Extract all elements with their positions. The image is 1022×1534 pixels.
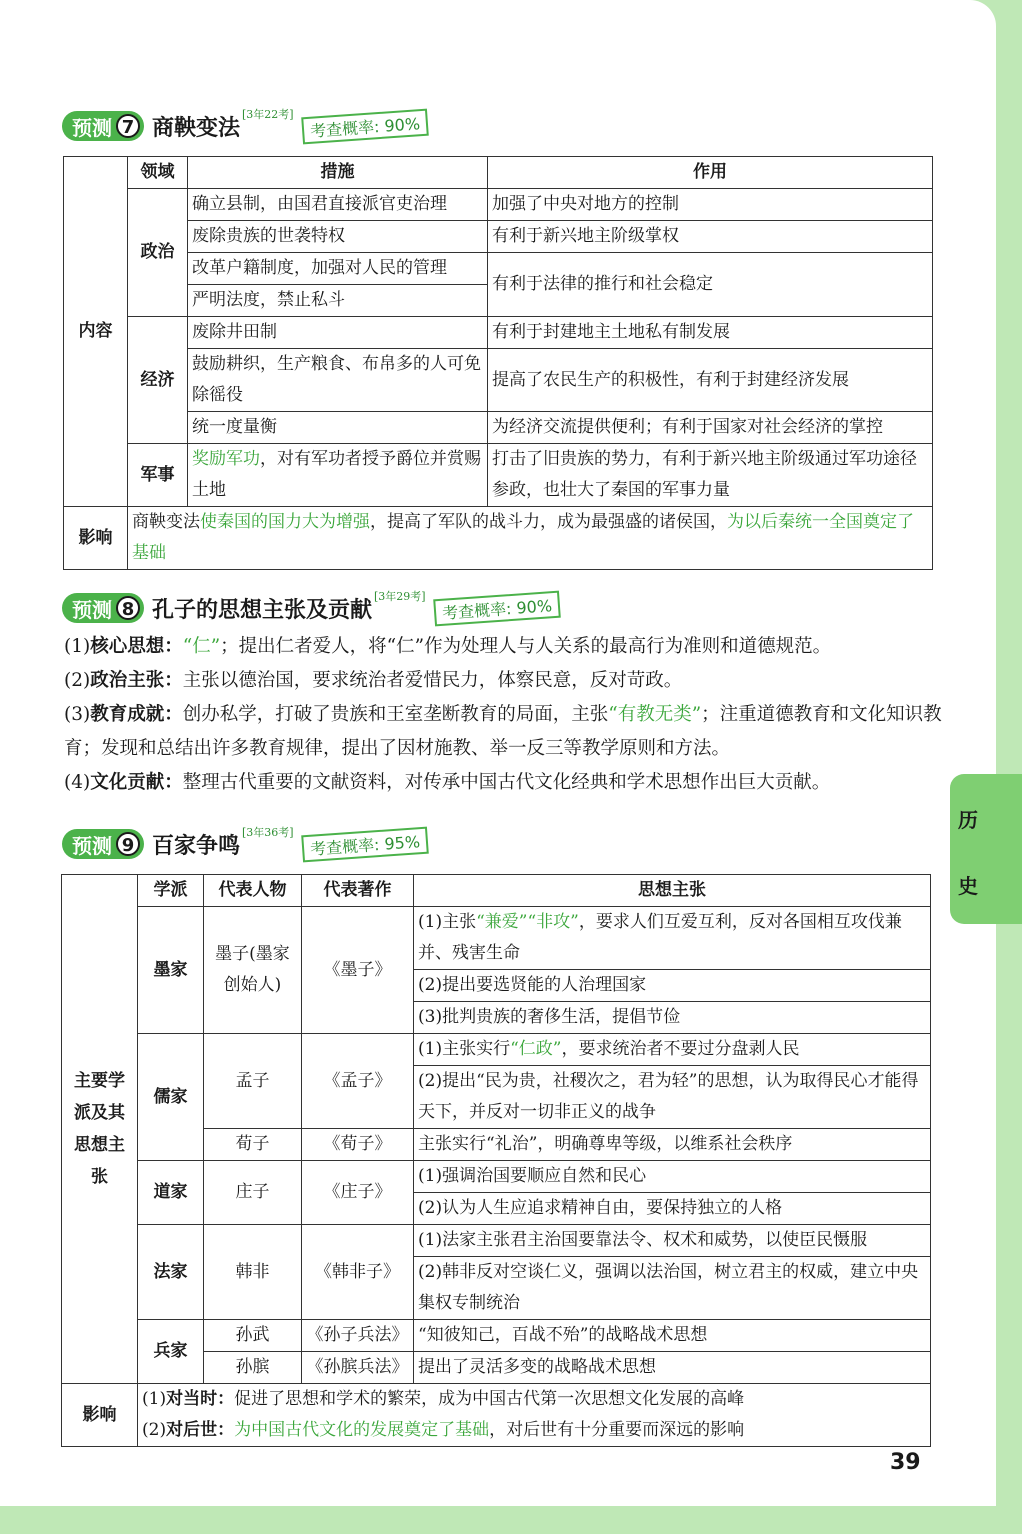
person-cell: 墨子(墨家创始人) xyxy=(204,907,302,1034)
confucius-points xyxy=(64,630,944,800)
person-cell: 庄子 xyxy=(204,1161,302,1225)
idea-cell: (1)主张“兼爱”“非攻”，要求人们互爱互利，反对各国相互攻伐兼并、残害生命 xyxy=(414,907,931,970)
work-cell: 《庄子》 xyxy=(302,1161,414,1225)
measure-cell: 统一度量衡 xyxy=(188,412,488,444)
page-number: 39 xyxy=(890,1450,921,1475)
idea-cell: (3)批判贵族的奢侈生活，提倡节俭 xyxy=(414,1002,931,1034)
table-row xyxy=(62,1034,931,1066)
measure-cell: 鼓励耕织，生产粮食、布帛多的人可免除徭役 xyxy=(188,349,488,412)
person-cell: 韩非 xyxy=(204,1225,302,1320)
school-taoism: 道家 xyxy=(138,1161,204,1225)
prediction-tag: 预测 7 xyxy=(62,111,144,141)
table-row xyxy=(64,349,933,412)
influence-row xyxy=(64,507,933,570)
effect-cell: 为经济交流提供便利；有利于国家对社会经济的掌控 xyxy=(488,412,933,444)
point-politics: (2)政治主张：主张以德治国，要求统治者爱惜民力，体察民意，反对苛政。 xyxy=(64,670,683,691)
idea-cell: “知彼知己，百战不殆”的战略战术思想 xyxy=(414,1320,931,1352)
section-9-header xyxy=(62,824,428,864)
school-confucianism: 儒家 xyxy=(138,1034,204,1161)
idea-cell: (1)强调治国要顺应自然和民心 xyxy=(414,1161,931,1193)
military-label: 军事 xyxy=(128,444,188,507)
section-title: 商鞅变法 xyxy=(152,115,241,141)
table-row xyxy=(64,253,933,285)
point-culture: (4)文化贡献：整理古代重要的文献资料，对传承中国古代文化经典和学术思想作出巨大贡献。 xyxy=(64,772,831,793)
point-core: (1)核心思想：“仁”；提出仁者爱人，将“仁”作为处理人与人关系的最高行为准则和道德规范。 xyxy=(64,636,832,657)
school-mohism: 墨家 xyxy=(138,907,204,1034)
hundred-schools-table xyxy=(61,874,931,1447)
exam-count: [3年22考] xyxy=(242,108,294,121)
idea-cell: (2)提出要选贤能的人治理国家 xyxy=(414,970,931,1002)
header-school: 学派 xyxy=(138,875,204,907)
work-cell: 《荀子》 xyxy=(302,1129,414,1161)
side-tab-char: 历 xyxy=(958,808,978,832)
person-cell: 孟子 xyxy=(204,1034,302,1129)
measure-cell: 严明法度，禁止私斗 xyxy=(188,285,488,317)
person-cell: 孙武 xyxy=(204,1320,302,1352)
influence-row xyxy=(62,1384,931,1447)
table-row xyxy=(64,412,933,444)
section-title: 百家争鸣 xyxy=(152,833,241,859)
table-header-row xyxy=(62,875,931,907)
effect-cell: 有利于新兴地主阶级掌权 xyxy=(488,221,933,253)
effect-cell: 有利于法律的推行和社会稳定 xyxy=(488,253,933,317)
probability-stamp: 考查概率: 90% xyxy=(433,590,561,626)
idea-cell: (2)韩非反对空谈仁义，强调以法治国，树立君主的权威，建立中央集权专制统治 xyxy=(414,1257,931,1320)
measure-cell: 奖励军功，对有军功者授予爵位并赏赐土地 xyxy=(188,444,488,507)
content-label: 内容 xyxy=(64,157,128,507)
table-row xyxy=(64,189,933,221)
table-row xyxy=(62,1225,931,1257)
table-row xyxy=(64,317,933,349)
header-idea: 思想主张 xyxy=(414,875,931,907)
influence-label: 影响 xyxy=(64,507,128,570)
point-education: (3)教育成就：创办私学，打破了贵族和王室垄断教育的局面，主张“有教无类”；注重道德教育和文化知识教育；发现和总结出许多教育规律，提出了因材施教、举一反三等教学原则和方法。 xyxy=(64,704,942,759)
idea-cell: 提出了灵活多变的战略战术思想 xyxy=(414,1352,931,1384)
section-8-header xyxy=(62,588,560,628)
person-cell: 荀子 xyxy=(204,1129,302,1161)
header-field: 领域 xyxy=(128,157,188,189)
economy-label: 经济 xyxy=(128,317,188,444)
influence-label: 影响 xyxy=(62,1384,138,1447)
work-cell: 《墨子》 xyxy=(302,907,414,1034)
side-tab-char: 史 xyxy=(958,874,978,898)
idea-cell: (2)认为人生应追求精神自由，要保持独立的人格 xyxy=(414,1193,931,1225)
school-military: 兵家 xyxy=(138,1320,204,1384)
table-row xyxy=(62,1161,931,1193)
header-work: 代表著作 xyxy=(302,875,414,907)
table-header-row xyxy=(64,157,933,189)
section-title: 孔子的思想主张及贡献 xyxy=(152,597,373,623)
idea-cell: (1)法家主张君主治国要靠法令、权术和威势，以使臣民慑服 xyxy=(414,1225,931,1257)
prediction-tag: 预测 8 xyxy=(62,593,144,623)
measure-cell: 确立县制，由国君直接派官吏治理 xyxy=(188,189,488,221)
idea-cell: (1)主张实行“仁政”，要求统治者不要过分盘剥人民 xyxy=(414,1034,931,1066)
idea-cell: (2)提出“民为贵，社稷次之，君为轻”的思想，认为取得民心才能得天下，并反对一切非正义的战争 xyxy=(414,1066,931,1129)
influence-text: 商鞅变法使秦国的国力大为增强，提高了军队的战斗力，成为最强盛的诸侯国，为以后秦统一全国奠定了基础 xyxy=(128,507,933,570)
influence-text: (1)对当时：促进了思想和学术的繁荣，成为中国古代第一次思想文化发展的高峰 (2)对后世：为中国古代文化的发展奠定了基础，对后世有十分重要而深远的影响 xyxy=(138,1384,931,1447)
measure-cell: 废除井田制 xyxy=(188,317,488,349)
politics-label: 政治 xyxy=(128,189,188,317)
subject-side-tab xyxy=(950,774,1022,924)
exam-count: [3年36考] xyxy=(242,826,294,839)
work-cell: 《韩非子》 xyxy=(302,1225,414,1320)
header-effect: 作用 xyxy=(488,157,933,189)
exam-count: [3年29考] xyxy=(374,590,426,603)
probability-stamp: 考查概率: 90% xyxy=(301,108,429,144)
work-cell: 《孙子兵法》 xyxy=(302,1320,414,1352)
effect-cell: 打击了旧贵族的势力，有利于新兴地主阶级通过军功途径参政，也壮大了秦国的军事力量 xyxy=(488,444,933,507)
header-person: 代表人物 xyxy=(204,875,302,907)
header-measure: 措施 xyxy=(188,157,488,189)
effect-cell: 有利于封建地主土地私有制发展 xyxy=(488,317,933,349)
work-cell: 《孟子》 xyxy=(302,1034,414,1129)
table-row xyxy=(64,221,933,253)
measure-cell: 改革户籍制度，加强对人民的管理 xyxy=(188,253,488,285)
person-cell: 孙膑 xyxy=(204,1352,302,1384)
main-schools-label: 主要学派及其思想主张 xyxy=(62,875,138,1384)
table-row xyxy=(62,1320,931,1352)
effect-cell: 提高了农民生产的积极性，有利于封建经济发展 xyxy=(488,349,933,412)
effect-cell: 加强了中央对地方的控制 xyxy=(488,189,933,221)
shangyang-table xyxy=(63,156,933,570)
school-legalism: 法家 xyxy=(138,1225,204,1320)
prediction-tag: 预测 9 xyxy=(62,829,144,859)
measure-cell: 废除贵族的世袭特权 xyxy=(188,221,488,253)
idea-cell: 主张实行“礼治”，明确尊卑等级，以维系社会秩序 xyxy=(414,1129,931,1161)
work-cell: 《孙膑兵法》 xyxy=(302,1352,414,1384)
section-7-header xyxy=(62,106,428,146)
probability-stamp: 考查概率: 95% xyxy=(301,826,429,862)
